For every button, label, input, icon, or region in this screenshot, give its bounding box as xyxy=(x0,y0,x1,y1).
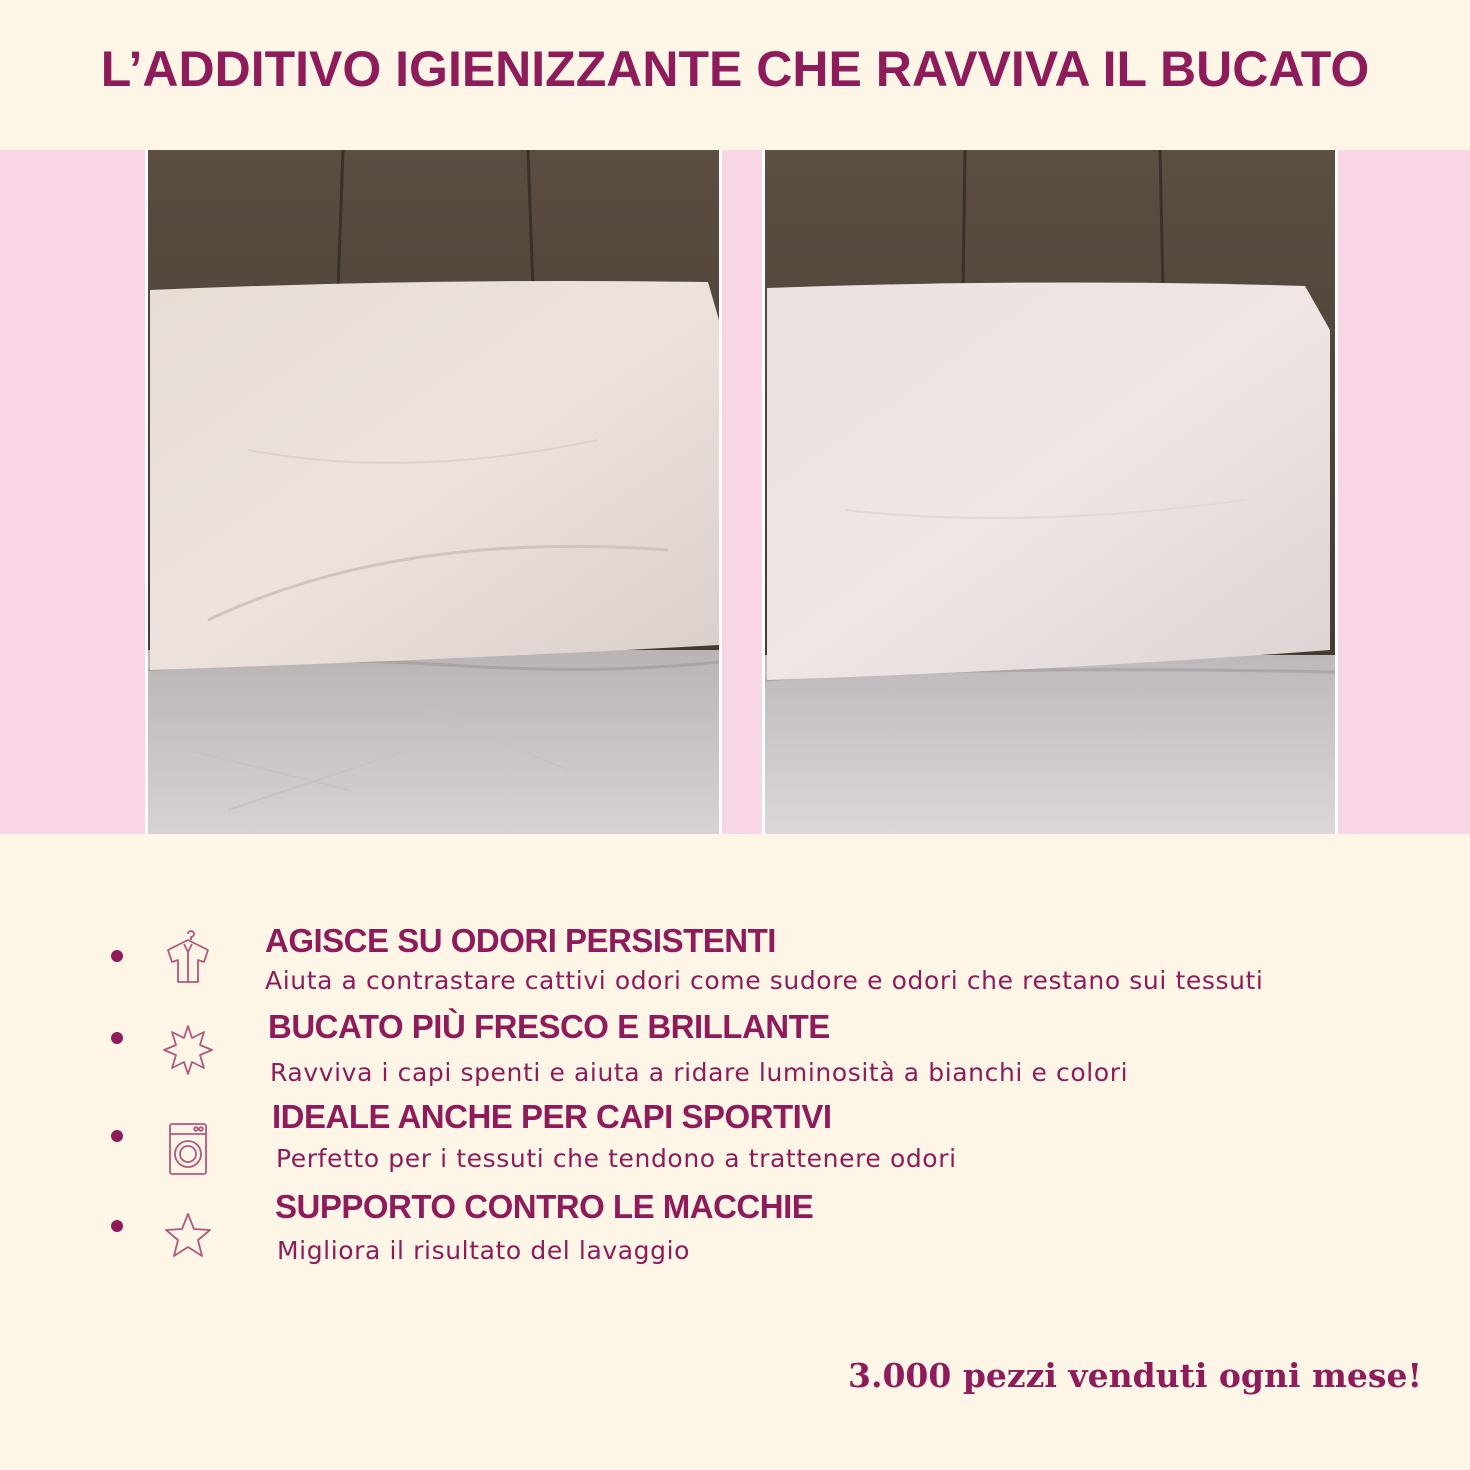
sales-tagline: 3.000 pezzi venduti ogni mese! xyxy=(848,1356,1422,1395)
benefit-description: Ravviva i capi spenti e aiuta a ridare luminosità a bianchi e colori xyxy=(270,1058,1129,1087)
benefit-description: Perfetto per i tessuti che tendono a trattenere odori xyxy=(276,1144,957,1173)
benefit-item xyxy=(0,1186,1470,1276)
star-icon xyxy=(158,1206,218,1266)
benefit-title: SUPPORTO CONTRO LE MACCHIE xyxy=(275,1188,814,1225)
benefit-item xyxy=(0,1096,1470,1186)
benefit-description: Aiuta a contrastare cattivi odori come sudore e odori che restano sui tessuti xyxy=(265,966,1264,995)
pillow-after-photo xyxy=(762,150,1338,834)
benefit-title: IDEALE ANCHE PER CAPI SPORTIVI xyxy=(272,1098,832,1135)
bullet-dot xyxy=(111,1032,123,1044)
bullet-dot xyxy=(111,1130,123,1142)
bullet-dot xyxy=(111,950,123,962)
benefit-title: BUCATO PIÙ FRESCO E BRILLANTE xyxy=(268,1008,830,1045)
shirt-hanger-icon xyxy=(158,928,218,988)
washing-machine-icon xyxy=(158,1120,218,1180)
benefit-description: Migliora il risultato del lavaggio xyxy=(277,1236,691,1265)
benefit-title: AGISCE SU ODORI PERSISTENTI xyxy=(265,922,776,959)
sparkle-icon xyxy=(158,1018,218,1078)
benefit-item xyxy=(0,1006,1470,1096)
bullet-dot xyxy=(111,1220,123,1232)
headline: L’ADDITIVO IGIENIZZANTE CHE RAVVIVA IL BUCATO xyxy=(100,41,1370,97)
benefit-item xyxy=(0,918,1470,1008)
pillow-before-photo xyxy=(145,150,722,834)
